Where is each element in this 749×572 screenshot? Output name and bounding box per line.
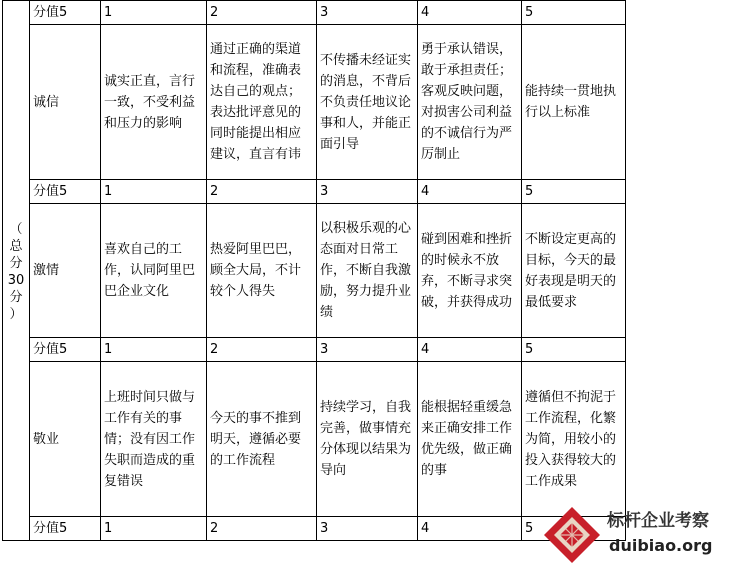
criteria-row-passion [3, 204, 626, 338]
score-row [3, 517, 626, 541]
score-label: 分值5 [30, 1, 101, 25]
criteria-cell-1: 喜欢自己的工作，认同阿里巴巴企业文化 [101, 204, 207, 338]
score-1: 1 [101, 1, 207, 25]
score-5: 5 [522, 338, 626, 362]
criteria-cell-4: 能根据轻重缓急来正确安排工作优先级，做正确的事 [418, 362, 522, 517]
score-1: 1 [101, 180, 207, 204]
score-5: 5 [522, 180, 626, 204]
score-4: 4 [418, 1, 522, 25]
diamond-logo-icon [543, 506, 601, 564]
criteria-cell-3: 持续学习，自我完善，做事情充分体现以结果为导向 [317, 362, 418, 517]
criteria-cell-4: 勇于承认错误，敢于承担责任；客观反映问题，对损害公司利益的不诚信行为严厉制止 [418, 25, 522, 180]
score-row [3, 180, 626, 204]
score-label: 分值5 [30, 517, 101, 541]
score-4: 4 [418, 338, 522, 362]
criteria-cell-5: 遵循但不拘泥于工作流程，化繁为简，用较小的投入获得较大的工作成果 [522, 362, 626, 517]
score-4: 4 [418, 517, 522, 541]
score-3: 3 [317, 338, 418, 362]
score-header-row [3, 1, 626, 25]
criteria-cell-1: 上班时间只做与工作有关的事情；没有因工作失职而造成的重复错误 [101, 362, 207, 517]
score-5: 5 [522, 1, 626, 25]
criteria-cell-2: 通过正确的渠道和流程，准确表达自己的观点；表达批评意见的同时能提出相应建议，直言有讳 [207, 25, 317, 180]
score-1: 1 [101, 338, 207, 362]
score-2: 2 [207, 1, 317, 25]
score-3: 3 [317, 1, 418, 25]
criteria-cell-5: 能持续一贯地执行以上标准 [522, 25, 626, 180]
criteria-row-integrity [3, 25, 626, 180]
dimension-name: 激情 [30, 204, 101, 338]
watermark-url: duibiao.org [609, 536, 713, 555]
score-row [3, 338, 626, 362]
criteria-cell-2: 热爱阿里巴巴，顾全大局，不计较个人得失 [207, 204, 317, 338]
criteria-row-dedication [3, 362, 626, 517]
criteria-cell-5: 不断设定更高的目标，今天的最好表现是明天的最低要求 [522, 204, 626, 338]
score-4: 4 [418, 180, 522, 204]
criteria-cell-1: 诚实正直，言行一致，不受利益和压力的影响 [101, 25, 207, 180]
score-1: 1 [101, 517, 207, 541]
criteria-cell-2: 今天的事不推到明天，遵循必要的工作流程 [207, 362, 317, 517]
dimension-name: 敬业 [30, 362, 101, 517]
score-2: 2 [207, 180, 317, 204]
criteria-cell-3: 不传播未经证实的消息，不背后不负责任地议论事和人，并能正面引导 [317, 25, 418, 180]
values-assessment-table [2, 0, 626, 541]
score-3: 3 [317, 180, 418, 204]
total-score-side-label: （ 总 分 30 分 ） [3, 1, 30, 541]
criteria-cell-4: 碰到困难和挫折的时候永不放弃，不断寻求突破，并获得成功 [418, 204, 522, 338]
watermark-title: 标杆企业考察 [607, 511, 709, 531]
score-5: 5 [522, 517, 626, 541]
score-label: 分值5 [30, 180, 101, 204]
score-label: 分值5 [30, 338, 101, 362]
watermark [543, 504, 741, 566]
dimension-name: 诚信 [30, 25, 101, 180]
score-2: 2 [207, 338, 317, 362]
score-3: 3 [317, 517, 418, 541]
score-2: 2 [207, 517, 317, 541]
criteria-cell-3: 以积极乐观的心态面对日常工作，不断自我激励，努力提升业绩 [317, 204, 418, 338]
